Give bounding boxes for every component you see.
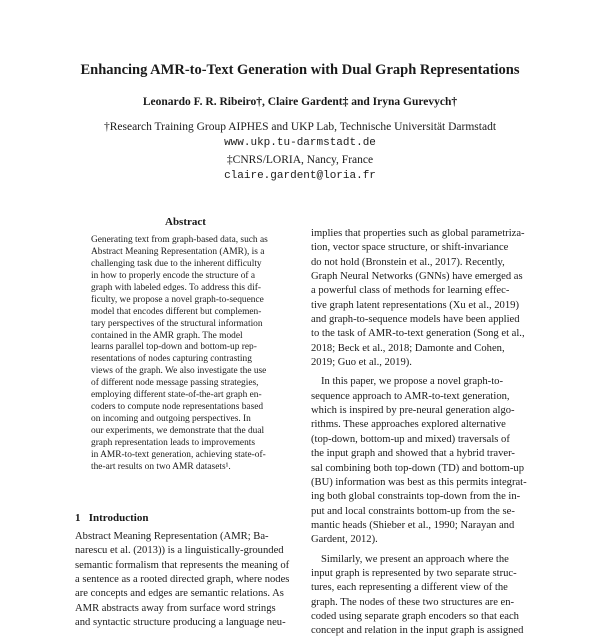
text-line: narescu et al. (2013)) is a linguistically-grounded: [75, 545, 284, 557]
text-line: in how to properly encode the structure of a: [91, 270, 256, 281]
text-line: semantic formalism that represents the meaning of: [75, 559, 290, 571]
text-line: rithms. These approaches explored alternative: [311, 419, 506, 431]
text-line: put and local constraints bottom-up from the se-: [311, 505, 515, 517]
affiliation-url: www.ukp.tu-darmstadt.de: [224, 137, 376, 149]
text-line: and graph-to-sequence models have been applied: [311, 314, 520, 326]
text-line: sequence approach to AMR-to-text generation,: [311, 390, 510, 402]
text-line: challenging task due to the inherent difficulty: [91, 258, 262, 269]
text-line: on incoming and outgoing perspectives. In: [91, 414, 251, 425]
text-line: Abstract Meaning Representation (AMR), is a: [91, 246, 265, 257]
introduction-body: [75, 530, 298, 630]
text-line: model that encodes different but complemen-: [91, 306, 262, 317]
text-line: 2018; Beck et al., 2018; Damonte and Cohen,: [311, 342, 505, 354]
text-line: tion, vector space structure, or shift-invariance: [311, 242, 509, 254]
text-line: Generating text from graph-based data, such as: [91, 235, 268, 245]
text-line: a powerful class of methods for learning effec-: [311, 285, 510, 297]
text-line: tary perspectives of the structural information: [91, 318, 263, 329]
text-line: of different node message passing strategies,: [91, 378, 259, 389]
text-line: are concepts and edges are semantic relations. As: [75, 588, 284, 600]
affiliation-email: claire.gardent@loria.fr: [224, 170, 376, 182]
text-line: and syntactic structure producing a language neu-: [75, 617, 286, 629]
author-list: Leonardo F. R. Ribeiro†, Claire Gardent‡ and Iryna Gurevych†: [142, 96, 458, 108]
text-line: Graph Neural Networks (GNNs) have emerged as: [311, 271, 523, 283]
text-line: resentations of nodes capturing contrasting: [91, 354, 252, 365]
text-line: do not hold (Bronstein et al., 2017). Recently,: [311, 256, 505, 268]
text-line: 2019; Guo et al., 2019).: [311, 357, 412, 369]
text-line: tures, each representing a different view of the: [311, 582, 508, 594]
text-line: concept and relation in the input graph is assigned: [311, 625, 524, 637]
text-line: (top-down, bottom-up and mixed) traversals of: [311, 433, 510, 445]
paper-title: Enhancing AMR-to-Text Generation with Dual Graph Representations: [80, 62, 520, 78]
text-line: in AMR-to-text generation, achieving state-of-: [91, 449, 266, 460]
text-line: graph with labeled edges. To address this dif-: [91, 282, 261, 293]
text-line: implies that properties such as global parametriza-: [311, 228, 525, 239]
abstract-body: [91, 235, 278, 474]
text-line: sal combining both top-down (TD) and bottom-up: [311, 462, 525, 474]
right-column-body: [311, 227, 532, 639]
text-line: learns parallel top-down and bottom-up rep-: [91, 342, 257, 353]
text-line: which is inspired by pre-neural generation algo-: [311, 405, 515, 417]
text-line: mantic heads (Shieber et al., 1990; Narayan and: [311, 519, 515, 531]
text-line: the-art results on two AMR datasets¹.: [91, 461, 231, 472]
text-line: views of the graph. We also investigate the use: [91, 366, 267, 377]
text-line: coded using separate graph encoders so that each: [311, 610, 519, 622]
text-line: (BU) information was best as this permits integrat-: [311, 476, 527, 488]
text-line: the input graph and showed that a hybrid traver-: [311, 448, 515, 460]
text-line: coders to compute node representations based: [91, 402, 264, 413]
text-line: a sentence as a rooted directed graph, where nodes: [75, 574, 290, 586]
text-line: employing different state-of-the-art graph en-: [91, 390, 262, 401]
text-line: to the task of AMR-to-text generation (Song et al.,: [311, 328, 525, 340]
affiliation-loria: ‡CNRS/LORIA, Nancy, France: [226, 154, 374, 166]
text-line: tive graph latent representations (Xu et al., 2019): [311, 299, 519, 311]
text-line: ing both global constraints top-down from the in-: [311, 491, 521, 503]
affiliation-aiphes: †Research Training Group AIPHES and UKP Lab, Technische Universität Darmstadt: [103, 121, 497, 133]
text-line: graph. The nodes of these two structures are en-: [311, 596, 515, 608]
text-line: AMR abstracts away from surface word strings: [75, 602, 276, 614]
text-line: graph representation leads to improvements: [91, 437, 256, 448]
section-introduction-heading: 1 Introduction: [75, 512, 149, 524]
text-line: Gardent, 2012).: [311, 534, 378, 546]
text-line: ficulty, we propose a novel graph-to-sequence: [91, 294, 264, 305]
text-line: contained in the AMR graph. The model: [91, 330, 243, 341]
text-line: In this paper, we propose a novel graph-to-: [321, 376, 503, 388]
text-line: our experiments, we demonstrate that the dual: [91, 426, 265, 436]
text-line: input graph is represented by two separate struc-: [311, 567, 517, 579]
abstract-heading: Abstract: [165, 216, 206, 228]
text-line: Abstract Meaning Representation (AMR; Ba-: [75, 531, 269, 542]
text-line: Similarly, we present an approach where the: [321, 553, 509, 565]
